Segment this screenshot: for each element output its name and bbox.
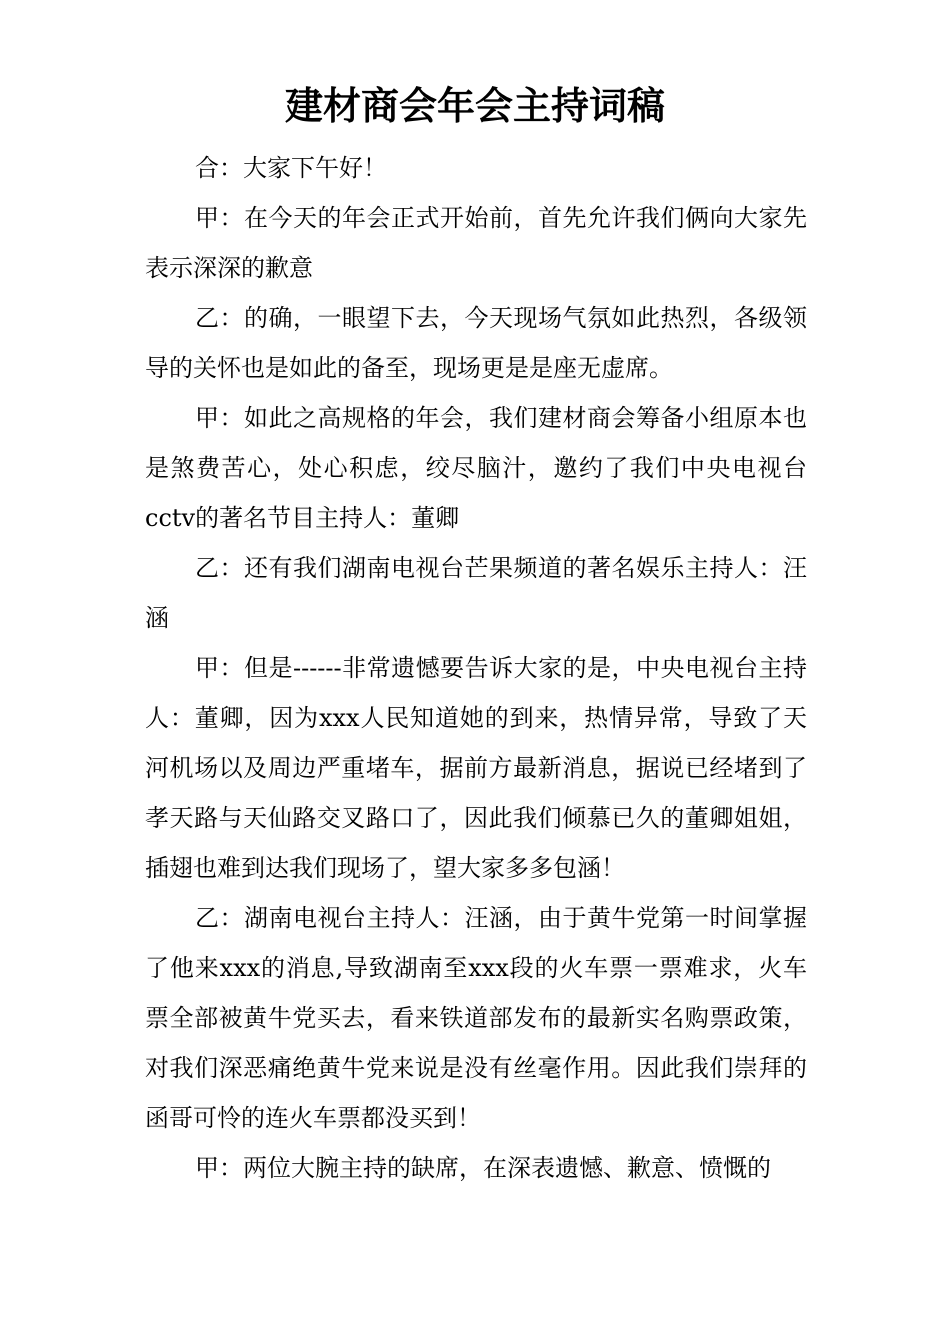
paragraph: 甲：但是------非常遗憾要告诉大家的是，中央电视台主持人：董卿，因为xxx人民知道她的到来，热情异常，导致了天河机场以及周边严重堵车，据前方最新消息，据说已经堵到了孝天路与天仙路交叉路口了，因此我们倾慕已久的董卿姐姐，插翅也难到达我们现场了，望大家多多包涵！ xyxy=(145,654,807,882)
paragraph: 甲：如此之高规格的年会，我们建材商会筹备小组原本也是煞费苦心，处心积虑，绞尽脑汁，邀约了我们中央电视台cctv的著名节目主持人：董卿 xyxy=(145,404,807,532)
document-body xyxy=(145,143,807,1193)
paragraph: 甲：在今天的年会正式开始前，首先允许我们俩向大家先表示深深的歉意 xyxy=(145,204,807,282)
paragraph: 合：大家下午好！ xyxy=(195,154,387,182)
paragraph: 乙：湖南电视台主持人：汪涵，由于黄牛党第一时间掌握了他来xxx的消息,导致湖南至xxx段的火车票一票难求，火车票全部被黄牛党买去，看来铁道部发布的最新实名购票政策，对我们深恶痛绝黄牛党来说是没有丝毫作用。因此我们崇拜的函哥可怜的连火车票都没买到！ xyxy=(145,904,807,1132)
document-title: 建材商会年会主持词稿 xyxy=(284,84,665,128)
paragraph: 乙：的确，一眼望下去，今天现场气氛如此热烈，各级领导的关怀也是如此的备至，现场更是是座无虚席。 xyxy=(145,304,807,382)
paragraph: 甲：两位大腕主持的缺席，在深表遗憾、歉意、愤慨的 xyxy=(195,1154,771,1182)
paragraph: 乙：还有我们湖南电视台芒果频道的著名娱乐主持人：汪涵 xyxy=(145,554,807,632)
